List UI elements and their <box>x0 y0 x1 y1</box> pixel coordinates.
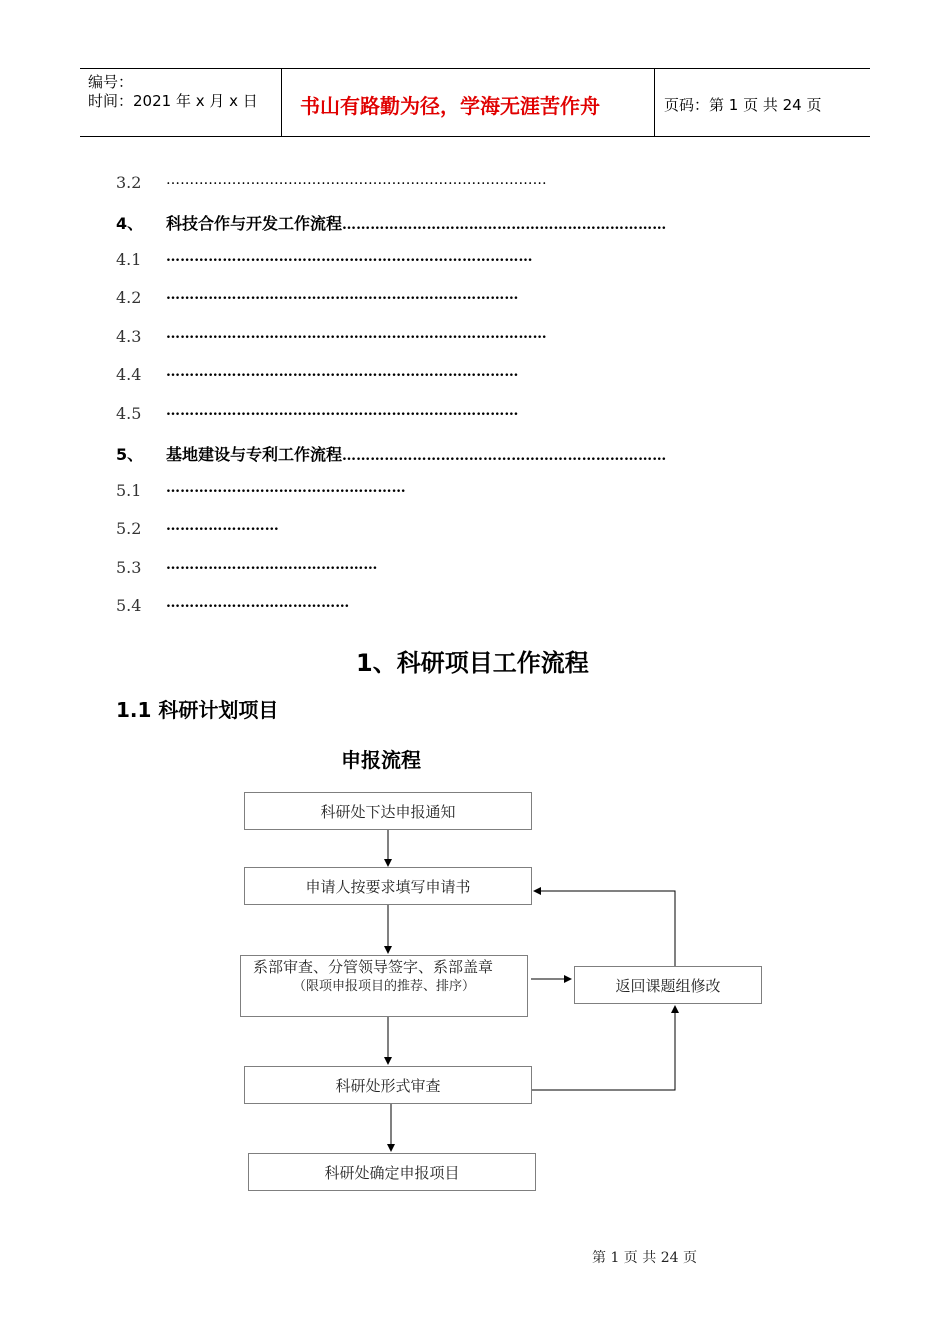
toc-item-dots: …………………………………………… <box>166 480 406 496</box>
toc-item-dots: ………………………………………………………………… <box>166 287 519 303</box>
toc-item-dots: ……………………………………… <box>166 557 378 573</box>
flow-box-department-review <box>240 955 528 1017</box>
section-subtitle: 1.1 科研计划项目 <box>116 698 279 722</box>
header-motto: 书山有路勤为径，学海无涯苦作舟 <box>300 94 600 118</box>
toc-item-number: 5.4 <box>116 596 142 615</box>
toc-item-title: 科技合作与开发工作流程 <box>166 214 343 233</box>
flow-title: 申报流程 <box>341 748 421 772</box>
flow-box-formal-review-label: 科研处形式审查 <box>335 1076 441 1095</box>
toc-item-number: 4.3 <box>116 327 142 346</box>
flow-box-department-review-line2: （限项申报项目的推荐、排序） <box>292 979 475 994</box>
toc-item-dots: …………………………………………………………………… <box>166 249 533 265</box>
flow-box-return-for-revision-label: 返回课题组修改 <box>615 976 721 995</box>
flow-box-fill-application-label: 申请人按要求填写申请书 <box>305 877 471 896</box>
flow-box-fill-application <box>244 867 532 905</box>
flow-box-notice <box>244 792 532 830</box>
flow-box-department-review-line1: 系部审查、分管领导签字、系部盖章 <box>253 958 494 976</box>
flow-box-return-for-revision <box>574 966 762 1004</box>
toc-item-dots: ……………………………………………………………………… <box>166 326 547 342</box>
toc-item-number: 5.3 <box>116 558 142 577</box>
flow-box-confirm-projects <box>248 1153 536 1191</box>
header-page-label: 页码：第 1 页 共 24 页 <box>664 96 822 114</box>
arrow-box4-to-sidebox <box>532 1006 675 1090</box>
toc-item-dots: ………………………………… <box>166 595 350 611</box>
toc-item-number: 4.5 <box>116 404 142 423</box>
toc-item-number: 4.2 <box>116 288 142 307</box>
flow-box-notice-label: 科研处下达申报通知 <box>320 802 456 821</box>
toc-item-title: 基地建设与专利工作流程 <box>166 445 343 464</box>
arrow-sidebox-to-box2 <box>534 891 675 966</box>
header-date-label: 时间：2021 年 x 月 x 日 <box>88 92 258 110</box>
toc-item-number: 4.4 <box>116 365 142 384</box>
toc-item-dots: ………………………………………………………………… <box>166 364 519 380</box>
flow-box-confirm-projects-label: 科研处确定申报项目 <box>324 1163 460 1182</box>
toc-item-dots: ……………………………………………………………………… <box>166 172 547 188</box>
toc-item-number: 4、 <box>116 214 144 233</box>
header-number-label: 编号： <box>88 73 134 91</box>
toc-item-dots: ………………………………………………………………… <box>166 403 519 419</box>
toc-item-number: 3.2 <box>116 173 142 192</box>
toc-item-number: 5.1 <box>116 481 142 500</box>
toc-item-dots: …………………… <box>166 518 279 534</box>
page-footer: 第 1 页 共 24 页 <box>592 1250 697 1266</box>
toc-item-number: 4.1 <box>116 250 142 269</box>
toc-item-dots: …………………………………………………………… <box>342 217 667 233</box>
section-title: 1、科研项目工作流程 <box>356 649 589 677</box>
toc-item-dots: …………………………………………………………… <box>342 448 667 464</box>
flow-box-formal-review <box>244 1066 532 1104</box>
toc-item-number: 5、 <box>116 445 144 464</box>
toc-item-number: 5.2 <box>116 519 142 538</box>
